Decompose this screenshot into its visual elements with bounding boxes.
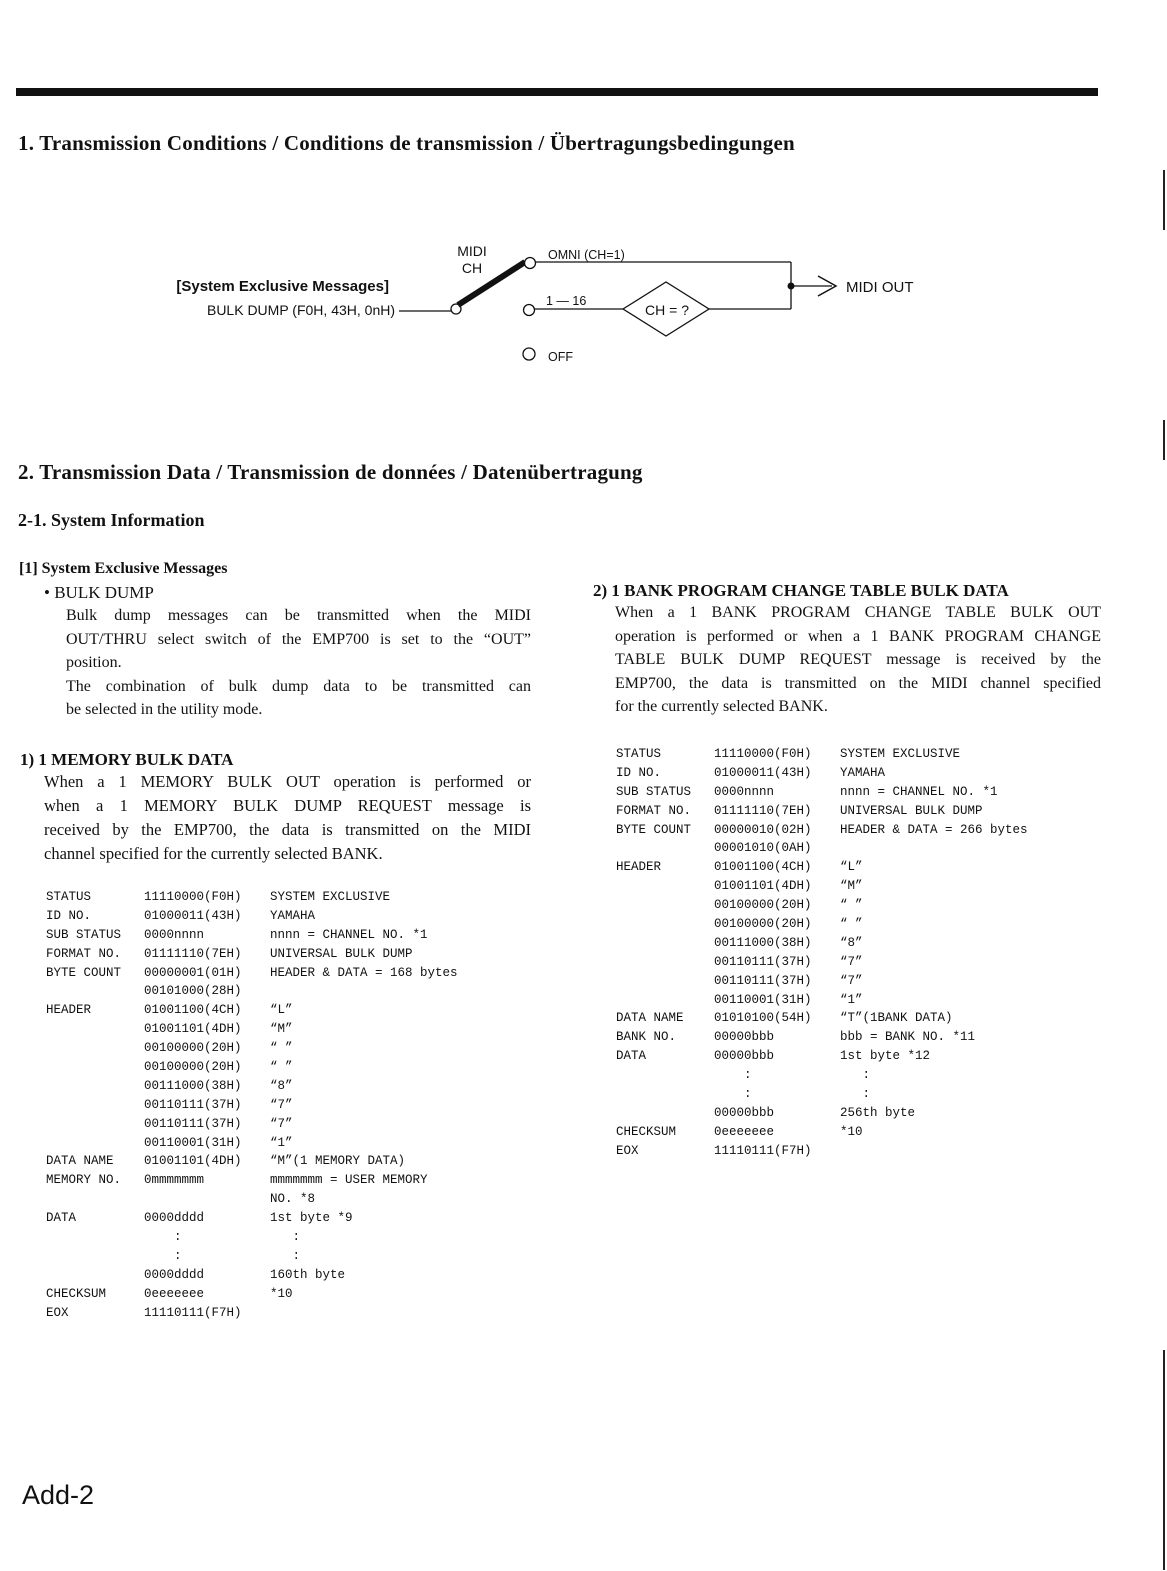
table-row	[46, 982, 506, 1001]
field-value: :	[144, 1248, 182, 1263]
field-value: 00101000(28H)	[144, 984, 242, 999]
paragraph-line: operation is performed or when a 1 BANK PROGRAM CHANGE	[615, 627, 1101, 645]
field-value: 0000nnnn	[144, 927, 205, 942]
field-description: “L”	[270, 1003, 293, 1018]
heading-system-exclusive: [1] System Exclusive Messages	[19, 560, 228, 577]
field-description: bbb = BANK NO. *11	[840, 1030, 976, 1045]
field-description: HEADER & DATA = 266 bytes	[840, 822, 1028, 837]
field-value: 00110111(37H)	[144, 1116, 242, 1131]
heading-memory-bulk-data: 1) 1 MEMORY BULK DATA	[20, 750, 234, 769]
paragraph-line: received by the EMP700, the data is transmitted on the MIDI	[44, 820, 531, 839]
field-description: UNIVERSAL BULK DUMP	[840, 803, 983, 818]
field-value: 11110111(F7H)	[714, 1143, 812, 1158]
table-row	[616, 1047, 1086, 1066]
field-description: 1st byte *9	[270, 1211, 353, 1226]
paragraph-line: channel specified for the currently selected BANK.	[44, 844, 383, 863]
field-name: BYTE COUNT	[46, 965, 122, 980]
field-value: 00100000(20H)	[144, 1041, 242, 1056]
bank-bulk-table	[616, 745, 1086, 1161]
field-value: 01000011(43H)	[714, 765, 812, 780]
field-value: 00110111(37H)	[144, 1097, 242, 1112]
diagram-title: [System Exclusive Messages]	[176, 278, 389, 295]
field-description: :	[270, 1230, 301, 1245]
field-name: CHECKSUM	[616, 1124, 677, 1139]
field-value: :	[714, 1087, 752, 1102]
decision-label: CH = ?	[645, 302, 689, 318]
table-row	[616, 764, 1086, 783]
field-description: “M”(1 MEMORY DATA)	[270, 1154, 406, 1169]
paragraph-line: The combination of bulk dump data to be transmitted can	[66, 677, 531, 695]
table-row	[616, 972, 1086, 991]
table-row	[46, 888, 506, 907]
table-row	[616, 1142, 1086, 1161]
table-row	[616, 821, 1086, 840]
field-description: “ ”	[270, 1041, 293, 1056]
field-value: 00111000(38H)	[714, 935, 812, 950]
field-name: DATA	[46, 1211, 77, 1226]
field-value: 00100000(20H)	[144, 1060, 242, 1075]
table-row	[46, 907, 506, 926]
table-row	[46, 1247, 506, 1266]
omni-contact	[525, 258, 536, 269]
field-value: 00110111(37H)	[714, 954, 812, 969]
field-name: SUB STATUS	[46, 927, 122, 942]
field-value: 01111110(7EH)	[144, 946, 242, 961]
table-row	[616, 953, 1086, 972]
field-value: 00100000(20H)	[714, 917, 812, 932]
table-row	[46, 1304, 506, 1323]
table-row	[46, 964, 506, 983]
field-description: SYSTEM EXCLUSIVE	[840, 747, 961, 761]
heading-transmission-conditions: 1. Transmission Conditions / Conditions de transmission / Übertragungsbedingungen	[18, 131, 795, 155]
paragraph-line: be selected in the utility mode.	[66, 701, 263, 718]
field-name: EOX	[46, 1305, 69, 1320]
field-description: *10	[840, 1124, 863, 1139]
field-value: 01001101(4DH)	[144, 1022, 242, 1037]
heading-transmission-data: 2. Transmission Data / Transmission de données / Datenübertragung	[18, 460, 643, 484]
table-row	[46, 1115, 506, 1134]
bulk-dump-description	[66, 604, 531, 722]
field-description: “ ”	[270, 1060, 293, 1075]
field-value: 00000bbb	[714, 1049, 775, 1064]
field-name: BYTE COUNT	[616, 822, 692, 837]
field-description: “M”	[270, 1022, 293, 1037]
bank-bulk-description	[615, 601, 1101, 719]
field-description: :	[840, 1087, 871, 1102]
field-value: 00000bbb	[714, 1105, 775, 1120]
table-row	[616, 1066, 1086, 1085]
field-value: 01001101(4DH)	[144, 1154, 242, 1169]
memory-bulk-description	[44, 770, 531, 866]
table-row	[616, 1104, 1086, 1123]
field-name: ID NO.	[46, 908, 92, 923]
field-value: 01001100(4CH)	[714, 860, 812, 875]
field-name: MEMORY NO.	[46, 1173, 122, 1188]
paragraph-line: When a 1 BANK PROGRAM CHANGE TABLE BULK OUT	[615, 604, 1101, 621]
field-description: mmmmmmm = USER MEMORY	[270, 1173, 428, 1188]
field-name: HEADER	[46, 1003, 92, 1018]
paragraph-line: position.	[66, 654, 122, 671]
field-value: 00100000(20H)	[714, 898, 812, 913]
table-row	[46, 926, 506, 945]
field-description: UNIVERSAL BULK DUMP	[270, 946, 413, 961]
field-description: HEADER & DATA = 168 bytes	[270, 965, 458, 980]
field-description: nnnn = CHANNEL NO. *1	[270, 927, 428, 942]
field-value: 00000010(02H)	[714, 822, 812, 837]
diagram-source: BULK DUMP (F0H, 43H, 0nH)	[206, 302, 395, 318]
field-value: 0eeeeeee	[714, 1124, 775, 1139]
paragraph-line: When a 1 MEMORY BULK OUT operation is performed or	[44, 772, 531, 791]
field-name: FORMAT NO.	[46, 946, 122, 961]
field-name: STATUS	[46, 890, 92, 904]
paragraph-line: when a 1 MEMORY BULK DUMP REQUEST message is	[44, 796, 531, 815]
field-value: 0eeeeeee	[144, 1286, 205, 1301]
field-name: DATA	[616, 1049, 647, 1064]
field-description: “ ”	[840, 898, 863, 913]
table-row	[46, 1190, 506, 1209]
field-name: EOX	[616, 1143, 639, 1158]
table-row	[616, 745, 1086, 764]
field-description: “L”	[840, 860, 863, 875]
field-value: 00000001(01H)	[144, 965, 242, 980]
field-value: 00110111(37H)	[714, 973, 812, 988]
field-description: “8”	[270, 1078, 293, 1093]
field-name: BANK NO.	[616, 1030, 677, 1045]
field-value: 01001100(4CH)	[144, 1003, 242, 1018]
table-row	[46, 1171, 506, 1190]
heading-bank-bulk-data: 2) 1 BANK PROGRAM CHANGE TABLE BULK DATA	[593, 581, 1009, 600]
field-description: “7”	[840, 973, 863, 988]
field-value: 01001101(4DH)	[714, 879, 812, 894]
table-row	[46, 1209, 506, 1228]
top-rule	[16, 88, 1098, 96]
field-description: “ ”	[840, 917, 863, 932]
paragraph-line: EMP700, the data is transmitted on the MIDI channel specified	[615, 674, 1101, 692]
table-row	[616, 839, 1086, 858]
field-value: :	[714, 1068, 752, 1083]
field-description: :	[840, 1068, 871, 1083]
field-name: SUB STATUS	[616, 784, 692, 799]
field-description: 256th byte	[840, 1105, 916, 1120]
field-value: 0000nnnn	[714, 784, 775, 799]
memory-bulk-table	[46, 888, 506, 1322]
page-number: Add-2	[22, 1480, 95, 1510]
table-row	[46, 1134, 506, 1153]
field-description: *10	[270, 1286, 293, 1301]
table-row	[616, 1009, 1086, 1028]
field-value: 0mmmmmmm	[144, 1173, 205, 1188]
omni-label: OMNI (CH=1)	[548, 248, 625, 262]
field-name: ID NO.	[616, 765, 662, 780]
table-row	[616, 858, 1086, 877]
field-name: CHECKSUM	[46, 1286, 107, 1301]
field-value: 00111000(38H)	[144, 1078, 242, 1093]
table-row	[616, 1085, 1086, 1104]
heading-bulk-dump: • BULK DUMP	[44, 583, 154, 602]
midi-out-label: MIDI OUT	[846, 279, 914, 296]
table-row	[46, 1077, 506, 1096]
ch-label: CH	[461, 260, 483, 276]
paragraph-line: Bulk dump messages can be transmitted when the MIDI	[66, 607, 531, 624]
field-description: “7”	[270, 1116, 293, 1131]
field-description: “7”	[840, 954, 863, 969]
field-value: 00110001(31H)	[714, 992, 812, 1007]
table-row	[46, 1058, 506, 1077]
field-description: “T”(1BANK DATA)	[840, 1011, 953, 1026]
field-value: 01000011(43H)	[144, 908, 242, 923]
field-name: FORMAT NO.	[616, 803, 692, 818]
table-row	[46, 945, 506, 964]
table-row	[616, 877, 1086, 896]
heading-system-information: 2-1. System Information	[18, 510, 205, 530]
field-value: :	[144, 1230, 182, 1245]
field-description: “1”	[840, 992, 863, 1007]
off-contact	[523, 348, 535, 360]
field-description: nnnn = CHANNEL NO. *1	[840, 784, 998, 799]
field-name: STATUS	[616, 747, 662, 761]
off-label: OFF	[548, 350, 573, 364]
field-name: HEADER	[616, 860, 662, 875]
paragraph-line: OUT/THRU select switch of the EMP700 is set to the “OUT”	[66, 630, 531, 648]
table-row	[616, 896, 1086, 915]
table-row	[616, 1028, 1086, 1047]
table-row	[46, 1020, 506, 1039]
field-description: “7”	[270, 1097, 293, 1112]
table-row	[46, 1228, 506, 1247]
table-row	[616, 783, 1086, 802]
channel-range-label: 1 — 16	[546, 294, 587, 308]
field-value: 00000bbb	[714, 1030, 775, 1045]
field-value: 11110111(F7H)	[144, 1305, 242, 1320]
table-row	[616, 991, 1086, 1010]
field-value: 0000dddd	[144, 1211, 205, 1226]
field-value: 0000dddd	[144, 1267, 205, 1282]
table-row	[46, 1285, 506, 1304]
field-description: “M”	[840, 879, 863, 894]
table-row	[46, 1266, 506, 1285]
field-description: YAMAHA	[840, 765, 886, 780]
table-row	[46, 1039, 506, 1058]
field-description: NO. *8	[270, 1192, 316, 1207]
field-value: 00110001(31H)	[144, 1135, 242, 1150]
table-row	[46, 1152, 506, 1171]
field-description: SYSTEM EXCLUSIVE	[270, 890, 391, 904]
field-value: 01111110(7EH)	[714, 803, 812, 818]
transmission-diagram	[0, 230, 1167, 430]
field-value: 01010100(54H)	[714, 1011, 812, 1026]
field-description: YAMAHA	[270, 908, 316, 923]
channel-contact	[524, 305, 535, 316]
table-row	[46, 1096, 506, 1115]
table-row	[616, 1123, 1086, 1142]
field-description: “8”	[840, 935, 863, 950]
paragraph-line: for the currently selected BANK.	[615, 698, 828, 715]
field-description: 1st byte *12	[840, 1049, 931, 1064]
paragraph-line: TABLE BULK DUMP REQUEST message is received by the	[615, 651, 1101, 668]
field-description: “1”	[270, 1135, 293, 1150]
table-row	[46, 1001, 506, 1020]
field-value: 00001010(0AH)	[714, 841, 812, 856]
table-row	[616, 802, 1086, 821]
field-description: 160th byte	[270, 1267, 346, 1282]
field-name: DATA NAME	[46, 1154, 114, 1169]
field-description: :	[270, 1248, 301, 1263]
field-value: 11110000(F0H)	[144, 890, 242, 904]
midi-label: MIDI	[457, 243, 487, 259]
table-row	[616, 934, 1086, 953]
edge-mark	[1163, 1350, 1165, 1570]
field-name: DATA NAME	[616, 1011, 684, 1026]
edge-mark	[1163, 170, 1165, 230]
field-value: 11110000(F0H)	[714, 747, 812, 761]
table-row	[616, 915, 1086, 934]
